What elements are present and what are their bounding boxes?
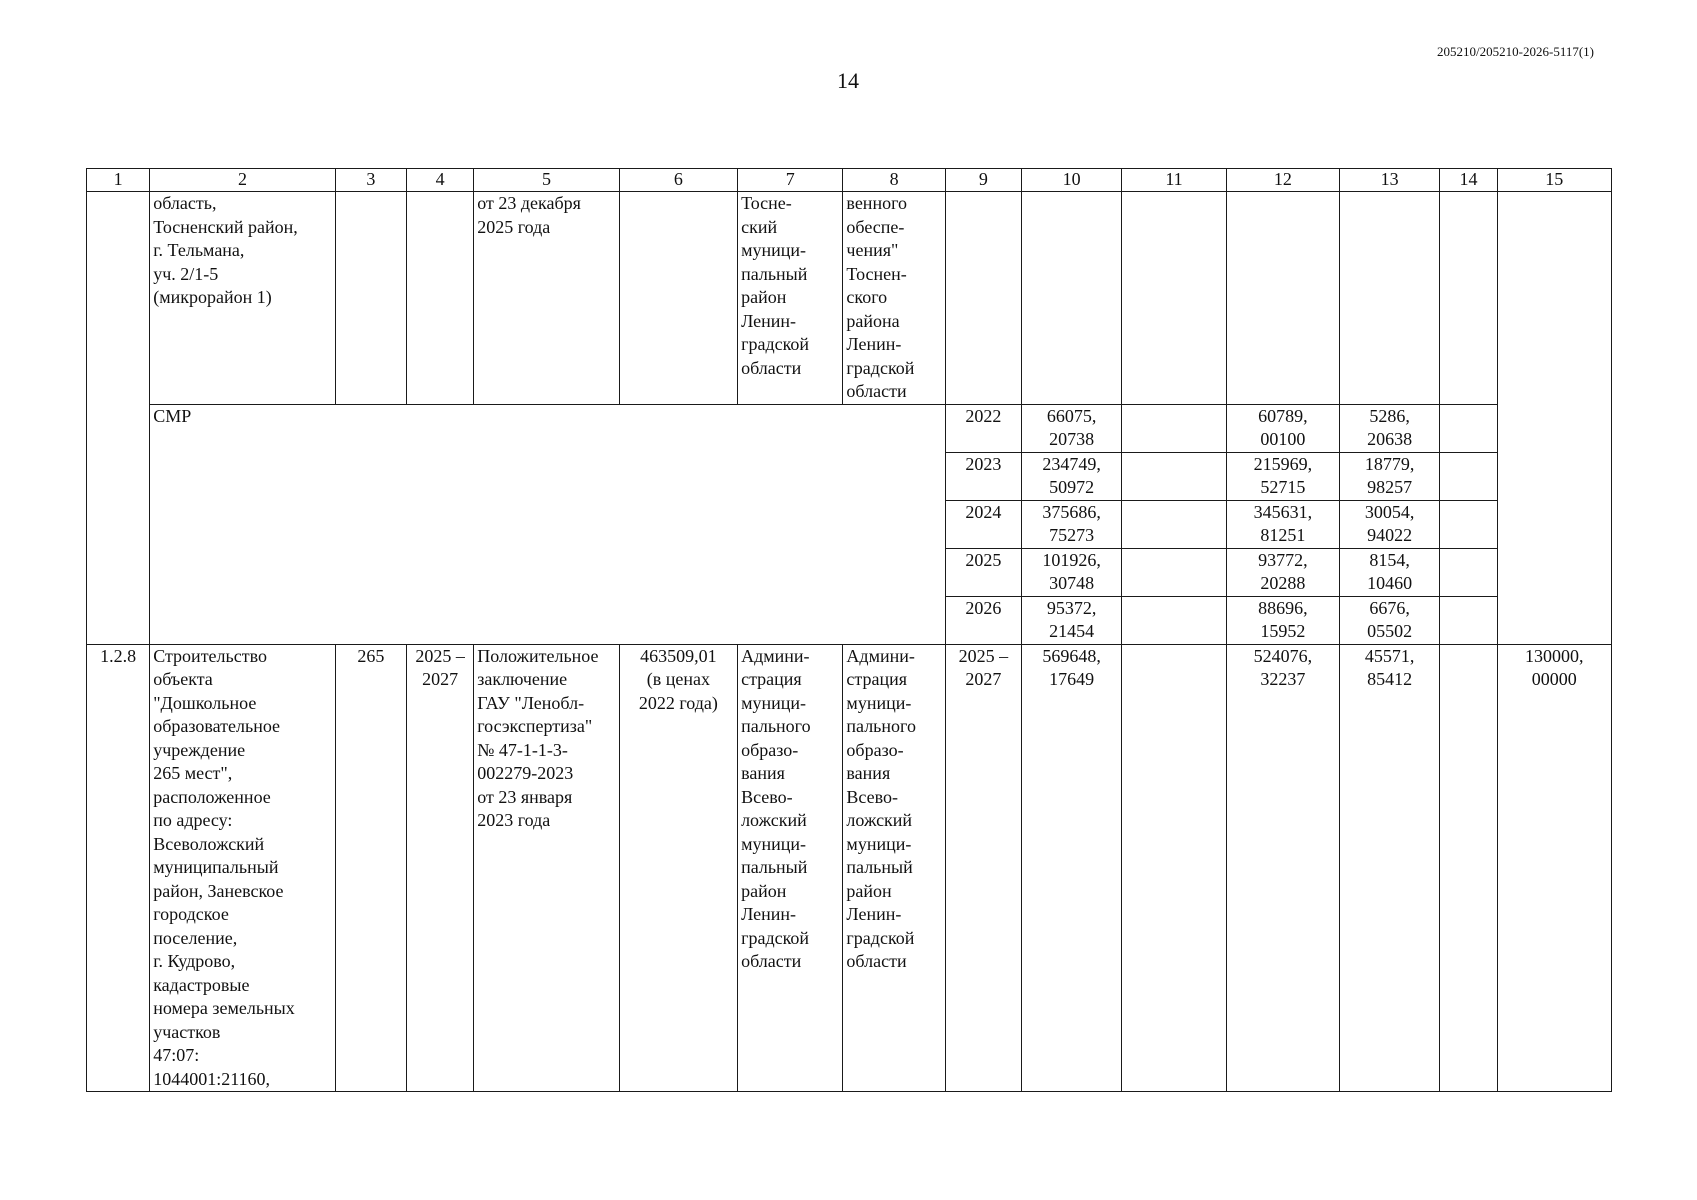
table-row-prev-object (87, 192, 1612, 405)
column-header: 2 (150, 169, 336, 192)
cell-total: 95372, 21454 (1022, 596, 1122, 644)
cell-c13: 6676, 05502 (1340, 596, 1440, 644)
cell-period: 2025 – 2027 (407, 644, 474, 1092)
cell-cost: 463509,01 (в ценах 2022 года) (619, 644, 737, 1092)
cell-empty (1440, 500, 1497, 548)
cell-years: 2025 – 2027 (945, 644, 1021, 1092)
cell-c12: 88696, 15952 (1226, 596, 1339, 644)
cell-approval: от 23 декабря 2025 года (474, 192, 619, 405)
cell-c14 (1440, 644, 1497, 1092)
column-header: 15 (1497, 169, 1611, 192)
column-header: 1 (87, 169, 150, 192)
cell-year: 2025 (945, 548, 1021, 596)
cell-empty (407, 192, 474, 405)
cell-c11 (1122, 548, 1226, 596)
cell-empty (1440, 548, 1497, 596)
cell-empty (619, 192, 737, 405)
cell-year: 2024 (945, 500, 1021, 548)
cell-total: 375686, 75273 (1022, 500, 1122, 548)
cell-c13: 45571, 85412 (1340, 644, 1440, 1092)
cell-empty (945, 192, 1021, 405)
cell-total: 569648, 17649 (1022, 644, 1122, 1092)
column-header-row (87, 169, 1612, 192)
cell-c12: 524076, 32237 (1226, 644, 1339, 1092)
cell-c11 (1122, 500, 1226, 548)
cell-c15: 130000, 00000 (1497, 644, 1611, 1092)
smr-label: СМР (150, 404, 946, 644)
cell-customer: Админи- страция муници- пального образо- вания Всево- ложский муници- пальный район Ленин- градской области (738, 644, 843, 1092)
column-header: 5 (474, 169, 619, 192)
cell-empty (1440, 192, 1497, 405)
cell-approval: Положительное заключение ГАУ "Ленобл- госэкспертиза" № 47-1-1-3- 002279-2023 от 23 января 2023 года (474, 644, 619, 1092)
column-header: 6 (619, 169, 737, 192)
cell-empty (1340, 192, 1440, 405)
page-number: 14 (837, 68, 859, 93)
column-header: 7 (738, 169, 843, 192)
column-header: 11 (1122, 169, 1226, 192)
cell-c13: 5286, 20638 (1340, 404, 1440, 452)
cell-developer: Админи- страция муници- пального образо- вания Всево- ложский муници- пальный район Ленин- градской области (843, 644, 945, 1092)
cell-year: 2022 (945, 404, 1021, 452)
cell-empty (1122, 192, 1226, 405)
cell-c11 (1122, 596, 1226, 644)
cell-total: 66075, 20738 (1022, 404, 1122, 452)
cell-c11 (1122, 644, 1226, 1092)
cell-year: 2023 (945, 452, 1021, 500)
document-code: 205210/205210-2026-5117(1) (1437, 44, 1594, 59)
budget-table (86, 168, 1612, 1092)
cell-c12: 345631, 81251 (1226, 500, 1339, 548)
cell-c12: 93772, 20288 (1226, 548, 1339, 596)
cell-address: область, Тосненский район, г. Тельмана, уч. 2/1-5 (микрорайон 1) (150, 192, 336, 405)
cell-c12: 215969, 52715 (1226, 452, 1339, 500)
column-header: 9 (945, 169, 1021, 192)
cell-empty (1440, 452, 1497, 500)
cell-total: 101926, 30748 (1022, 548, 1122, 596)
cell-year: 2026 (945, 596, 1021, 644)
cell-c13: 30054, 94022 (1340, 500, 1440, 548)
table-row-object-1-2-8 (87, 644, 1612, 1092)
cell-num: 1.2.8 (87, 644, 150, 1092)
cell-total: 234749, 50972 (1022, 452, 1122, 500)
column-header: 8 (843, 169, 945, 192)
table-row-smr (87, 404, 1612, 452)
column-header: 3 (335, 169, 406, 192)
cell-c11 (1122, 404, 1226, 452)
cell-empty (1440, 596, 1497, 644)
cell-empty (1022, 192, 1122, 405)
cell-empty (1440, 404, 1497, 452)
column-header: 13 (1340, 169, 1440, 192)
column-header: 4 (407, 169, 474, 192)
cell-c12: 60789, 00100 (1226, 404, 1339, 452)
cell-empty (1226, 192, 1339, 405)
cell-num-empty (87, 192, 150, 645)
cell-customer: Тосне- ский муници- пальный район Ленин- градской области (738, 192, 843, 405)
column-header: 12 (1226, 169, 1339, 192)
cell-capacity: 265 (335, 644, 406, 1092)
cell-developer: венного обеспе- чения" Тоснен- ского района Ленин- градской области (843, 192, 945, 405)
column-header: 14 (1440, 169, 1497, 192)
cell-empty (1497, 192, 1611, 645)
cell-c13: 8154, 10460 (1340, 548, 1440, 596)
cell-c13: 18779, 98257 (1340, 452, 1440, 500)
cell-empty (335, 192, 406, 405)
cell-c11 (1122, 452, 1226, 500)
cell-name: Строительство объекта "Дошкольное образовательное учреждение 265 мест", расположенное по адресу: Всеволожский муниципальный район, Заневское городское поселение, г. Кудрово, кадастровые номера земельных участков 47:07: 1044001:21160, (150, 644, 336, 1092)
column-header: 10 (1022, 169, 1122, 192)
